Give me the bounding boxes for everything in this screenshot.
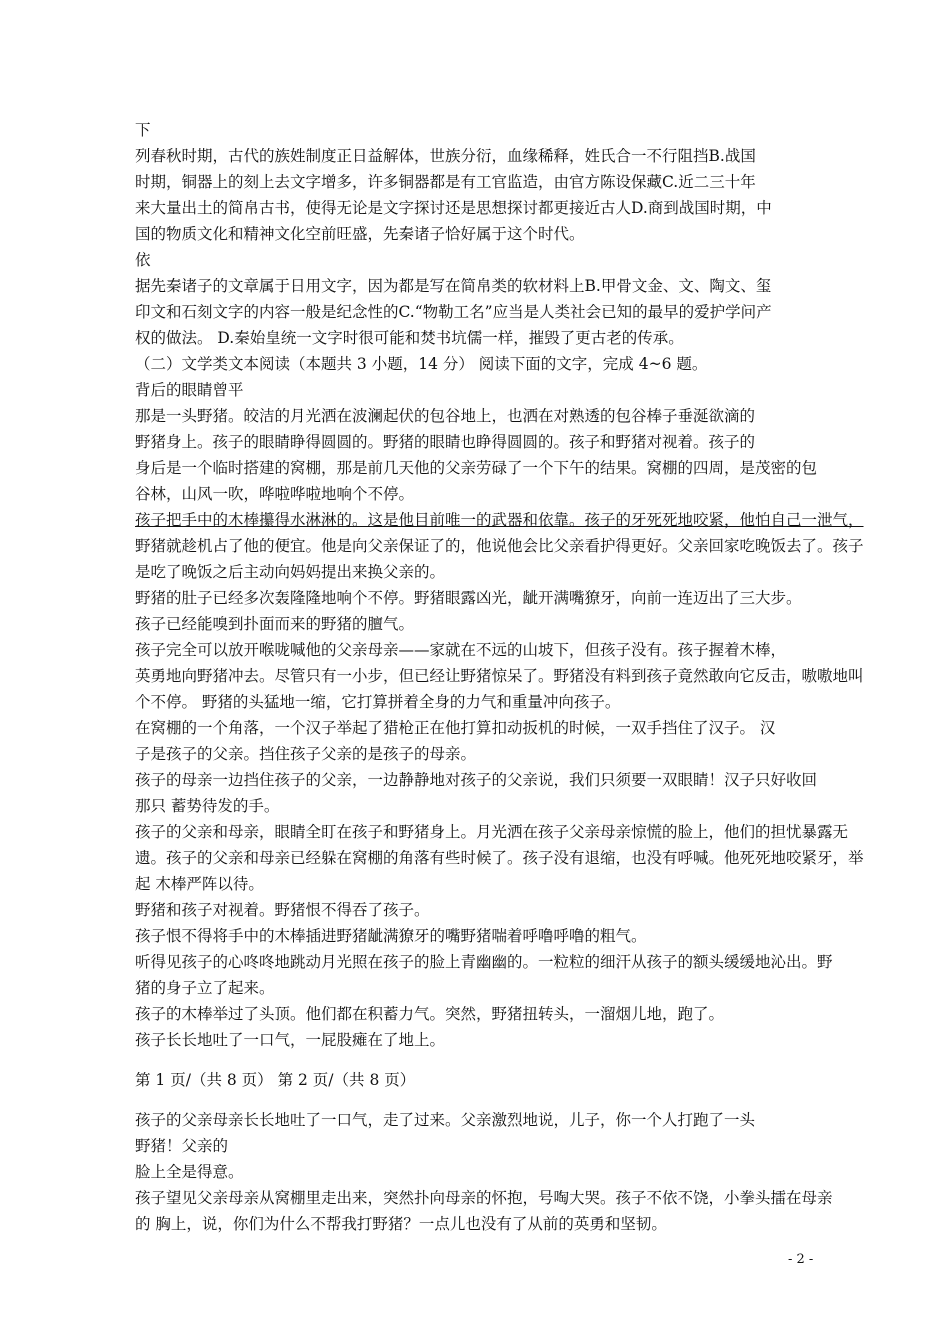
text-line: 野猪和孩子对视着。野猪恨不得吞了孩子。 xyxy=(135,901,430,919)
text-line: 起 木棒严阵以待。 xyxy=(135,875,264,893)
section-heading: （二）文学类文本阅读（本题共 3 小题，14 分） 阅读下面的文字，完成 4~6 题。 xyxy=(135,355,708,373)
underlined-sentence: 孩子把手中的木棒攥得水淋淋的。这是他目前唯一的武器和依靠。孩子的牙死死地咬紧，他怕自己一泄气， xyxy=(135,511,864,529)
text-line: 孩子的父亲母亲长长地吐了一口气，走了过来。父亲激烈地说，儿子，你一个人打跑了一头 xyxy=(135,1111,756,1129)
text-line: 孩子望见父亲母亲从窝棚里走出来，突然扑向母亲的怀抱，号啕大哭。孩子不依不饶，小拳头擂在母亲 xyxy=(135,1189,833,1207)
text-line: 依 xyxy=(135,251,151,269)
text-line: 英勇地向野猪冲去。尽管只有一小步，但已经让野猪惊呆了。野猪没有料到孩子竟然敢向它反击，嗷嗷地叫 xyxy=(135,667,864,685)
text-line: 时期，铜器上的刻上去文字增多，许多铜器都是有工官监造，由官方陈设保藏C.近二三十年 xyxy=(135,173,756,191)
text-line: 子是孩子的父亲。挡住孩子父亲的是孩子的母亲。 xyxy=(135,745,477,763)
text-line: 国的物质文化和精神文化空前旺盛，先秦诸子恰好属于这个时代。 xyxy=(135,225,585,243)
text-line: 孩子长长地吐了一口气，一屁股瘫在了地上。 xyxy=(135,1031,446,1049)
text-line: 野猪身上。孩子的眼睛睁得圆圆的。野猪的眼睛也睁得圆圆的。孩子和野猪对视着。孩子的 xyxy=(135,433,756,451)
text-line: 听得见孩子的心咚咚地跳动月光照在孩子的脸上青幽幽的。一粒粒的细汗从孩子的额头缓缓地沁出。野 xyxy=(135,953,833,971)
text-line: 猪的身子立了起来。 xyxy=(135,979,275,997)
text-line: 野猪！父亲的 xyxy=(135,1137,229,1155)
page-counter-line: 第 1 页/（共 8 页） 第 2 页/（共 8 页） xyxy=(135,1071,416,1089)
text-line: 印文和石刻文字的内容一般是纪念性的C.“物勒工名”应当是人类社会已知的最早的爱护学问产 xyxy=(135,303,772,321)
text-line: 脸上全是得意。 xyxy=(135,1163,244,1181)
text-line: 谷林，山风一吹，哗啦哗啦地响个不停。 xyxy=(135,485,415,503)
text-line: 野猪就趁机占了他的便宜。他是向父亲保证了的，他说他会比父亲看护得更好。父亲回家吃晚饭去了。孩子 xyxy=(135,537,864,555)
text-line: 个不停。 野猪的头猛地一缩，它打算拼着全身的力气和重量冲向孩子。 xyxy=(135,693,621,711)
text-line: 孩子已经能嗅到扑面而来的野猪的膻气。 xyxy=(135,615,415,633)
text-line: 遗。孩子的父亲和母亲已经躲在窝棚的角落有些时候了。孩子没有退缩，也没有呼喊。他死死地咬紧牙，举 xyxy=(135,849,864,867)
text-line: 下 xyxy=(135,121,151,139)
text-line: 孩子的木棒举过了头顶。他们都在积蓄力气。突然，野猪扭转头，一溜烟儿地，跑了。 xyxy=(135,1005,725,1023)
text-line: 权的做法。 D.秦始皇统一文字时很可能和焚书坑儒一样，摧毁了更古老的传承。 xyxy=(135,329,684,347)
story-title: 背后的眼睛曾平 xyxy=(135,381,244,399)
text-line: 孩子的母亲一边挡住孩子的父亲，一边静静地对孩子的父亲说，我们只须要一双眼睛！汉子只好收回 xyxy=(135,771,818,789)
text-line: 来大量出土的简帛古书，使得无论是文字探讨还是思想探讨都更接近古人D.商到战国时期，中 xyxy=(135,199,772,217)
text-line: 孩子完全可以放开喉咙喊他的父亲母亲——家就在不远的山坡下，但孩子没有。孩子握着木棒， xyxy=(135,641,787,659)
text-line: 野猪的肚子已经多次轰隆隆地响个不停。野猪眼露凶光，龇开满嘴獠牙，向前一连迈出了三大步。 xyxy=(135,589,802,607)
text-line: 是吃了晚饭之后主动向妈妈提出来换父亲的。 xyxy=(135,563,446,581)
text-line: 的 胸上，说，你们为什么不帮我打野猪？一点儿也没有了从前的英勇和坚韧。 xyxy=(135,1215,667,1233)
text-line: 孩子的父亲和母亲，眼睛全盯在孩子和野猪身上。月光洒在孩子父亲母亲惊慌的脸上，他们的担忧暴露无 xyxy=(135,823,849,841)
text-line: 那只 蓄势待发的手。 xyxy=(135,797,280,815)
text-line: 那是一头野猪。皎洁的月光洒在波澜起伏的包谷地上，也洒在对熟透的包谷棒子垂涎欲滴的 xyxy=(135,407,756,425)
text-line: 列春秋时期，古代的族姓制度正日益解体，世族分衍，血缘稀释，姓氏合一不行阻挡B.战国 xyxy=(135,147,756,165)
text-line: 在窝棚的一个角落，一个汉子举起了猎枪正在他打算扣动扳机的时候，一双手挡住了汉子。 汉 xyxy=(135,719,776,737)
text-line: 身后是一个临时搭建的窝棚，那是前几天他的父亲劳碌了一个下午的结果。窝棚的四周，是茂密的包 xyxy=(135,459,818,477)
text-line: 据先秦诸子的文章属于日用文字，因为都是写在简帛类的软材料上B.甲骨文金、文、陶文、玺 xyxy=(135,277,772,295)
text-line: 孩子恨不得将手中的木棒插进野猪龇满獠牙的嘴野猪喘着呼噜呼噜的粗气。 xyxy=(135,927,647,945)
page-number: - 2 - xyxy=(788,1252,814,1267)
